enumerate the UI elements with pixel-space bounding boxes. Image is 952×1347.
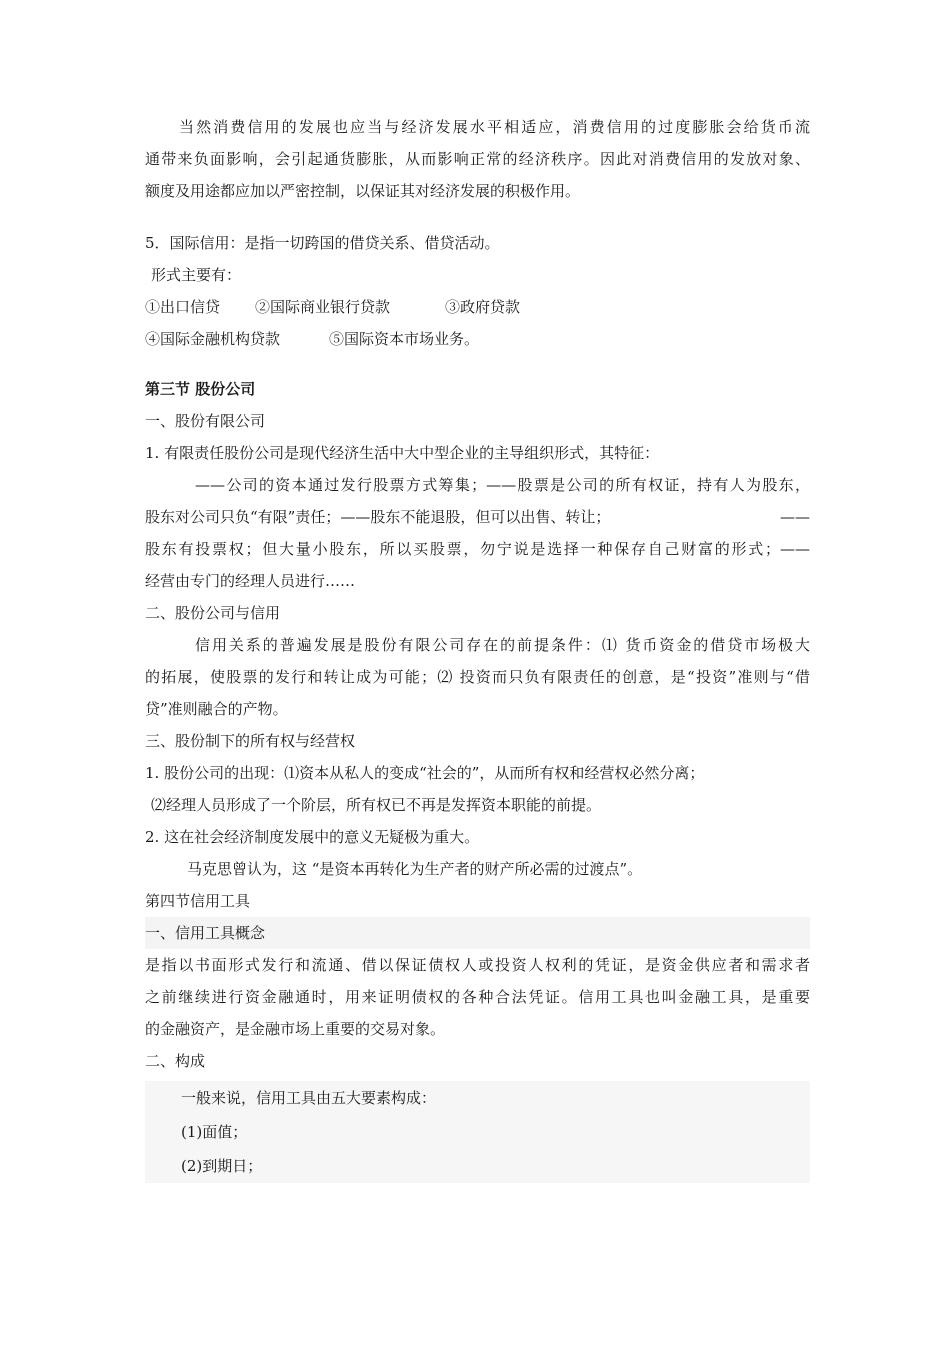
element-maturity-date: (2)到期日； — [181, 1157, 263, 1175]
definition-line-3: 的金融资产，是金融市场上重要的交易对象。 — [145, 1020, 446, 1038]
form-export-credit: ①出口信贷 — [145, 298, 221, 316]
document-body — [145, 111, 810, 1183]
section-3-item-1: 1. 有限责任股份公司是现代经济生活中大中型企业的主导组织形式，其特征： — [145, 444, 660, 462]
composition-intro: 一般来说，信用工具由五大要素构成： — [181, 1089, 437, 1107]
intl-credit-forms-row-2 — [145, 323, 810, 355]
composition-box — [145, 1081, 810, 1183]
intl-credit-title: 5．国际信用：是指一切跨国的借贷关系、借贷活动。 — [145, 234, 500, 252]
form-intl-financial-institution-loan: ④国际金融机构贷款 — [145, 330, 281, 348]
definition-line-1: 是指以书面形式发行和流通、借以保证债权人或投资人权利的凭证，是资金供应者和需求者 — [145, 956, 810, 974]
credit-para-line-2: 的拓展，使股票的发行和转让成为可能；⑵ 投资而只负有限责任的创意，是“投资”准则与“借 — [145, 668, 810, 686]
feature-line-3: 股东有投票权；但大量小股东，所以买股票，勿宁说是选择一种保存自己财富的形式；—— — [145, 540, 810, 558]
form-government-loan: ③政府贷款 — [445, 298, 521, 316]
section-4-heading: 第四节信用工具 — [145, 892, 251, 910]
ownership-line-2: ⑵经理人员形成了一个阶层，所有权已不再是发挥资本职能的前提。 — [151, 796, 602, 814]
section-3-sub-3: 三、股份制下的所有权与经营权 — [145, 732, 356, 750]
intl-credit-forms-row-1 — [145, 291, 810, 323]
feature-line-4: 经营由专门的经理人员进行…… — [145, 572, 356, 590]
feature-line-2-dash: —— — [780, 508, 810, 526]
marx-quote: 马克思曾认为，这 “是资本再转化为生产者的财产所必需的过渡点”。 — [187, 860, 643, 878]
form-commercial-bank-loan: ②国际商业银行贷款 — [255, 298, 391, 316]
section-3-sub-1: 一、股份有限公司 — [145, 412, 266, 430]
feature-line-1: ——公司的资本通过发行股票方式筹集；——股票是公司的所有权证，持有人为股东， — [195, 476, 810, 494]
credit-para-line-3: 贷”准则融合的产物。 — [145, 700, 288, 718]
section-3-sub-2: 二、股份公司与信用 — [145, 604, 281, 622]
element-face-value: (1)面值； — [181, 1123, 248, 1141]
definition-line-2: 之前继续进行资金融通时，用来证明债权的各种合法凭证。信用工具也叫金融工具，是重要 — [145, 988, 810, 1006]
section-4-sub-1: 一、信用工具概念 — [145, 917, 810, 949]
feature-line-2-text: 股东对公司只负“有限”责任；——股东不能退股，但可以出售、转让； — [145, 508, 611, 526]
ownership-line-3: 2. 这在社会经济制度发展中的意义无疑极为重大。 — [145, 828, 480, 846]
intro-line-1: 当然消费信用的发展也应当与经济发展水平相适应，消费信用的过度膨胀会给货币流 — [179, 118, 810, 136]
credit-para-line-1: 信用关系的普遍发展是股份有限公司存在的前提条件：⑴ 货币资金的借贷市场极大 — [195, 636, 810, 654]
section-4-sub-2: 二、构成 — [145, 1052, 206, 1070]
feature-line-2 — [145, 501, 810, 533]
intl-credit-forms-label: 形式主要有： — [151, 266, 242, 284]
intro-line-2: 通带来负面影响，会引起通货膨胀，从而影响正常的经济秩序。因此对消费信用的发放对象、 — [145, 150, 810, 168]
section-3-heading: 第三节 股份公司 — [145, 380, 256, 398]
form-intl-capital-market: ⑤国际资本市场业务。 — [329, 330, 480, 348]
ownership-line-1: 1. 股份公司的出现：⑴资本从私人的变成“社会的”，从而所有权和经营权必然分离； — [145, 764, 705, 782]
intro-line-3: 额度及用途都应加以严密控制，以保证其对经济发展的积极作用。 — [145, 182, 581, 200]
